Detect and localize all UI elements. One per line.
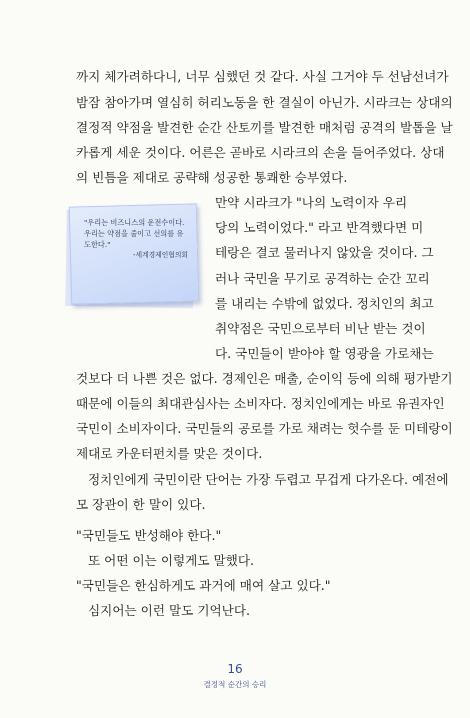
body-line-2: 밤잠 참아가며 열심히 허리노동을 한 결실이 아닌가. 시라크는 상대의 <box>76 95 453 110</box>
after-line-2: 때문에 이들의 최대관심사는 소비자다. 정치인에게는 바로 유권자인 <box>76 396 445 411</box>
quote-3: "국민들은 한심하게도 과거에 매여 살고 있다." <box>76 578 331 593</box>
body-line-5: 의 빈틈을 제대로 공략해 성공한 통쾌한 승부였다. <box>76 170 348 185</box>
body-line-3: 결정적 약점을 발견한 순간 산토끼를 발견한 매처럼 공격의 발톱을 날 <box>76 120 453 135</box>
wrap-line-2: 당의 노력이었다." 라고 반격했다면 미 <box>215 220 424 235</box>
wrap-line-7: 다. 국민들이 받아야 할 영광을 가로채는 <box>215 346 434 361</box>
sticky-note <box>64 205 204 311</box>
body-line-4: 카롭게 세운 것이다. 어른은 곧바로 시라크의 손을 들어주었다. 상대 <box>76 145 445 160</box>
sticky-note-text: "우리는 비즈니스의 운전수이다. 우리는 약점을 줄이고 선의를 유도한다." <box>84 218 185 249</box>
after-line-3: 국민이 소비자이다. 국민들의 공로를 가로 채려는 헛수를 둔 미테랑이 <box>76 421 453 436</box>
para2-line-2: 모 장관이 한 말이 있다. <box>76 497 206 512</box>
quote-2: 또 어떤 이는 이렇게도 말했다. <box>88 553 255 568</box>
wrap-line-1: 만약 시라크가 "나의 노력이자 우리 <box>215 195 408 210</box>
sticky-note-content <box>84 217 188 261</box>
para2-line-1: 정치인에게 국민이란 단어는 가장 두렵고 무겁게 다가온다. 예전에 <box>88 472 449 487</box>
wrap-line-6: 취약점은 국민으로부터 비난 받는 것이 <box>215 321 426 336</box>
after-line-1: 것보다 더 나쁜 것은 없다. 경제인은 매출, 순이익 등에 의해 평가받기 <box>76 371 453 386</box>
sticky-note-source: -세계경제인협의회 <box>133 251 188 259</box>
after-line-4: 제대로 카운터펀치를 맞은 것이다. <box>76 446 263 461</box>
quote-4: 심지어는 이런 말도 기억난다. <box>88 603 250 618</box>
body-line-1: 까지 체가려하다니, 너무 심했던 것 같다. 사실 그거야 두 선남선녀가 <box>76 69 449 84</box>
wrap-line-3: 테랑은 결코 물러나지 않았을 것이다. 그 <box>215 245 434 260</box>
page-number: 16 <box>227 662 243 676</box>
wrap-line-4: 러나 국민을 무기로 공격하는 순간 꼬리 <box>215 271 430 286</box>
wrap-line-5: 를 내리는 수밖에 없었다. 정치인의 최고 <box>215 296 434 311</box>
book-title: 결정적 순간의 승리 <box>203 680 267 689</box>
quote-1: "국민들도 반성해야 한다." <box>76 528 222 543</box>
